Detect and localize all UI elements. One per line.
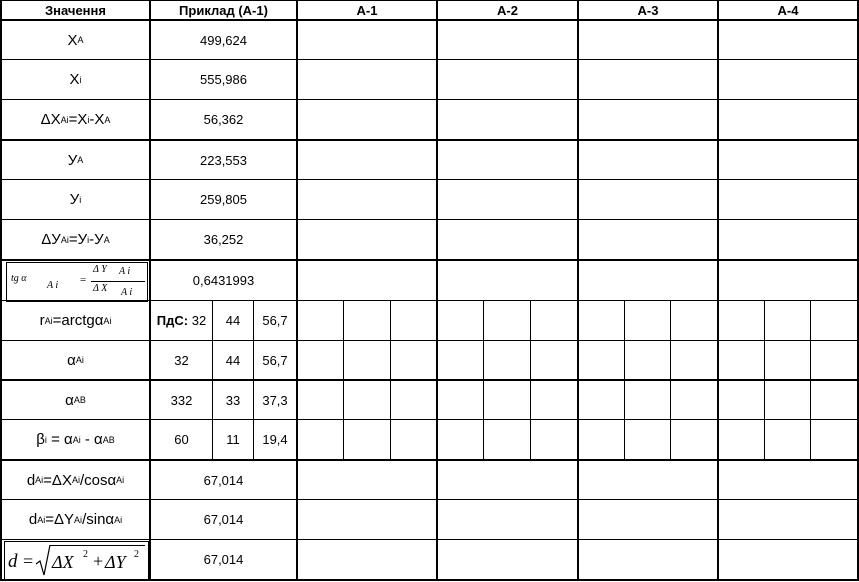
square-root-icon bbox=[35, 544, 51, 578]
label-rai: r Ai =arctgα Ai bbox=[39, 312, 112, 329]
label-yi: У i bbox=[69, 191, 82, 208]
value-rai-deg: ПдС: 32 bbox=[156, 313, 207, 328]
label-alpha-ai: α Ai bbox=[67, 351, 84, 369]
value-delta-yai: 36,252 bbox=[203, 232, 244, 247]
value-alpha-ai-deg: 32 bbox=[174, 352, 189, 368]
value-alpha-ab-deg: 332 bbox=[170, 392, 193, 408]
value-xa: 499,624 bbox=[200, 32, 247, 48]
value-beta-i-min: 11 bbox=[226, 432, 240, 447]
header-value: Значення bbox=[45, 2, 106, 18]
value-alpha-ai-sec: 56,7 bbox=[262, 352, 288, 368]
value-d-cos: 67,014 bbox=[203, 472, 244, 488]
label-d-cos: d Ai =ΔX Ai /cosα Ai bbox=[26, 471, 125, 489]
value-d-sin: 67,014 bbox=[203, 512, 244, 527]
value-alpha-ab-sec: 37,3 bbox=[262, 392, 288, 408]
header-a4: А-4 bbox=[777, 2, 799, 18]
label-xa: X A bbox=[67, 31, 84, 49]
value-alpha-ai-min: 44 bbox=[225, 352, 241, 368]
value-beta-i-deg: 60 bbox=[174, 432, 189, 447]
value-delta-xai: 56,362 bbox=[203, 112, 244, 127]
value-d-formula: 67,014 bbox=[203, 552, 244, 567]
tg-formula: tg α A i = Δ Y A i Δ X A i bbox=[6, 262, 148, 302]
value-xi: 555,986 bbox=[200, 72, 247, 87]
header-a3: А-3 bbox=[637, 2, 659, 18]
label-xi: X i bbox=[69, 71, 82, 88]
distance-formula: d = ΔX 2 + ΔY 2 bbox=[4, 541, 149, 581]
label-delta-xai: ΔX Ai =X i -X A bbox=[40, 111, 111, 128]
header-example: Приклад (А-1) bbox=[179, 2, 268, 18]
value-beta-i-sec: 19,4 bbox=[262, 432, 288, 447]
header-a2: А-2 bbox=[497, 2, 518, 18]
label-alpha-ab: α AB bbox=[65, 391, 86, 409]
value-yi: 259,805 bbox=[200, 192, 247, 207]
value-tg: 0,6431993 bbox=[192, 273, 255, 288]
label-ya: У A bbox=[67, 151, 84, 169]
label-beta-i: β i = α Ai - α AB bbox=[36, 431, 115, 448]
value-ya: 223,553 bbox=[200, 152, 247, 168]
label-delta-yai: ΔУ Ai =У i -У A bbox=[41, 231, 110, 248]
value-alpha-ab-min: 33 bbox=[225, 392, 241, 408]
value-rai-sec: 56,7 bbox=[262, 313, 288, 328]
value-rai-min: 44 bbox=[225, 313, 241, 328]
label-d-sin: d Ai =ΔY Ai /sinα Ai bbox=[28, 511, 123, 528]
header-a1: А-1 bbox=[356, 2, 378, 18]
